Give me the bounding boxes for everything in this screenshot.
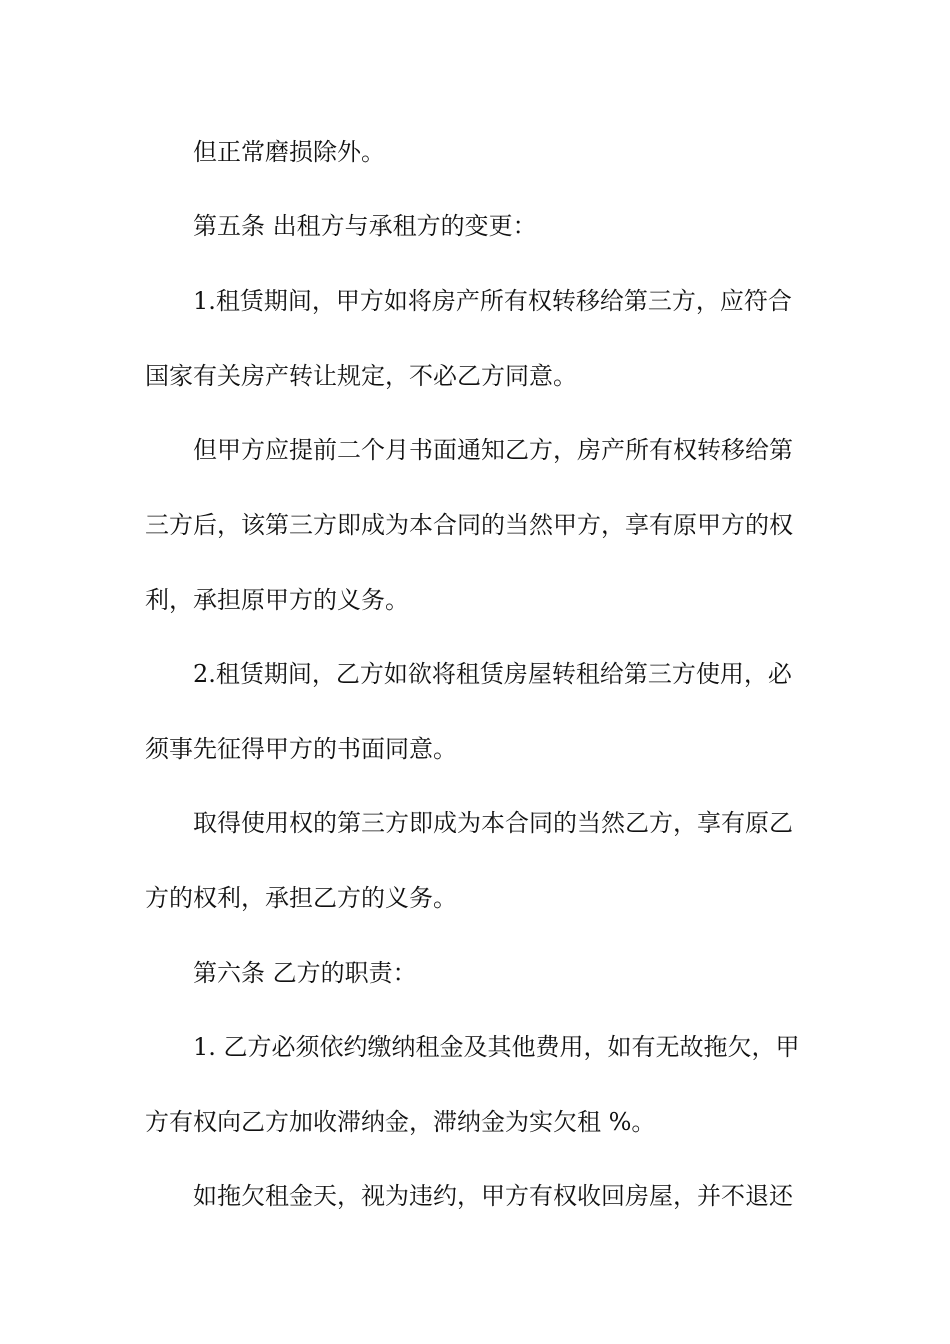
text-line-10: 取得使用权的第三方即成为本合同的当然乙方，享有原乙 <box>193 809 793 837</box>
text-line-6: 三方后，该第三方即成为本合同的当然甲方，享有原甲方的权 <box>145 511 793 539</box>
text-line-3: 1.租赁期间，甲方如将房产所有权转移给第三方，应符合 <box>193 287 792 315</box>
article-5-heading: 第五条 出租方与承租方的变更： <box>193 212 537 240</box>
text-line-15: 如拖欠租金天，视为违约，甲方有权收回房屋，并不退还 <box>193 1182 793 1210</box>
text-line-14: 方有权向乙方加收滞纳金，滞纳金为实欠租 %。 <box>145 1108 656 1136</box>
text-line-7: 利，承担原甲方的义务。 <box>145 586 409 614</box>
text-line-13: 1. 乙方必须依约缴纳租金及其他费用，如有无故拖欠，甲 <box>193 1033 800 1061</box>
text-line-5: 但甲方应提前二个月书面通知乙方，房产所有权转移给第 <box>193 436 793 464</box>
text-line-4: 国家有关房产转让规定，不必乙方同意。 <box>145 362 577 390</box>
text-line-1: 但正常磨损除外。 <box>193 138 385 166</box>
article-6-heading: 第六条 乙方的职责： <box>193 959 417 987</box>
text-line-11: 方的权利，承担乙方的义务。 <box>145 884 457 912</box>
text-line-9: 须事先征得甲方的书面同意。 <box>145 735 457 763</box>
text-line-8: 2.租赁期间，乙方如欲将租赁房屋转租给第三方使用，必 <box>193 660 792 688</box>
